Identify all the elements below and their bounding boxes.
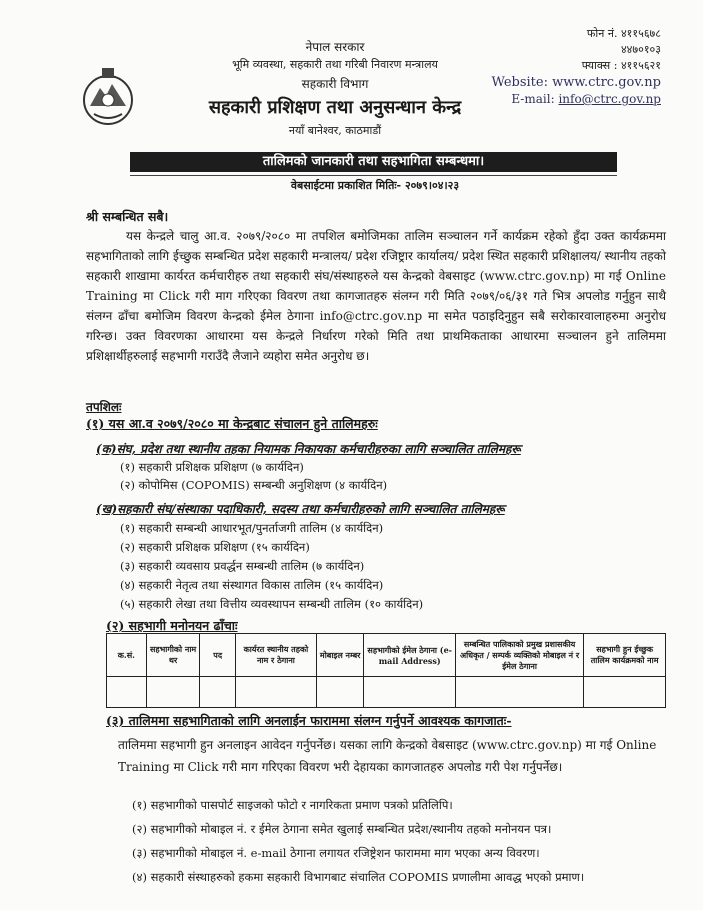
table-cell xyxy=(584,677,666,708)
table-cell xyxy=(200,677,235,708)
banner-divider xyxy=(130,175,617,176)
column-header: कार्यरत स्थानीय तहको नाम र ठेगाना xyxy=(235,634,316,677)
phone-number-1: ४११५६७८ xyxy=(620,27,661,40)
schedule-heading: (१) यस आ.व २०७९/२०८० मा केन्द्रबाट संचालन हुने तालिमहरुः xyxy=(86,416,378,431)
government-emblem-icon xyxy=(80,66,136,128)
documents-intro: तालिममा सहभागी हुन अनलाइन आवेदन गर्नुपर्नेछ। यसका लागि केन्द्रको वेबसाइट (www.ctrc.gov.np) मा गई Online Training मा Click गरी माग गरिएका विवरण भरी देहायका कागजातहरु अपलोड गरी पेश गर्नुपर्नेछ। xyxy=(118,738,657,774)
column-header: सहभागी हुन ईच्छुक तालिम कार्यक्रमको नाम xyxy=(584,634,666,677)
table-cell xyxy=(316,677,364,708)
website-line: Website: www.ctrc.gov.np xyxy=(491,75,661,90)
fax-line: फ्याक्स : ४११५६२१ xyxy=(581,59,661,72)
schedule-label: तपशिलः xyxy=(86,400,122,414)
document-item: (२) सहभागीको मोबाइल नं. र ईमेल ठेगाना समेत खुलाई सम्बन्धित प्रदेश/स्थानीय तहको मनोनयन पत्र। xyxy=(132,822,552,836)
email-link[interactable]: info@ctrc.gov.np xyxy=(558,92,661,106)
group-b-item: (२) सहकारी प्रशिक्षक प्रशिक्षण (१५ कार्यदिन) xyxy=(120,540,310,554)
email-line: E-mail: info@ctrc.gov.np xyxy=(511,92,661,106)
nomination-form-table xyxy=(106,633,666,708)
column-header: मोबाइल नम्बर xyxy=(316,634,364,677)
column-header: क.सं. xyxy=(107,634,147,677)
group-a-title: (क)संघ, प्रदेश तथा स्थानीय तहका नियामक निकायका कर्मचारीहरुका लागि सञ्चालित तालिमहरू xyxy=(96,442,521,456)
table-cell xyxy=(455,677,583,708)
document-item: (१) सहभागीको पासपोर्ट साइजको फोटो र नागरिकता प्रमाण पत्रको प्रतिलिपि। xyxy=(132,798,453,812)
department-name: सहकारी विभाग xyxy=(301,77,369,91)
column-header: सम्बन्धित पालिकाको प्रमुख प्रशासकीय अधिकृत / सम्पर्क व्यक्तिको मोबाइल नं र ईमेल ठेगाना xyxy=(455,634,583,677)
table-cell xyxy=(235,677,316,708)
column-header: पद xyxy=(200,634,235,677)
table-cell xyxy=(146,677,200,708)
document-item: (४) सहकारी संस्थाहरुको हकमा सहकारी विभागबाट संचालित COPOMIS प्रणालीमा आवद्ध भएको प्रमाण। xyxy=(132,870,585,884)
column-header: सहभागीको ईमेल ठेगाना (e-mail Address) xyxy=(364,634,456,677)
published-date: वेबसाईटमा प्रकाशित मितिः- २०७९।०४।२३ xyxy=(290,179,460,192)
group-b-item: (३) सहकारी व्यवसाय प्रवर्द्धन सम्बन्धी तालिम (७ कार्यदिन) xyxy=(120,559,365,573)
group-b-item: (१) सहकारी सम्बन्धी आधारभूत/पुनर्ताजगी तालिम (४ कार्यदिन) xyxy=(120,521,384,535)
group-b-title: (ख)सहकारी संघ/संस्थाका पदाधिकारी, सदस्य तथा कर्मचारीहरुको लागि सञ्चालित तालिमहरू xyxy=(96,502,505,516)
office-address: नयाँ बानेश्वर, काठमाडौं xyxy=(288,124,382,137)
table-header-row xyxy=(107,634,666,677)
website-link[interactable]: www.ctrc.gov.np xyxy=(552,75,661,90)
group-b-item: (५) सहकारी लेखा तथा वित्तीय व्यवस्थापन सम्बन्धी तालिम (१० कार्यदिन) xyxy=(120,597,424,611)
document-item: (३) सहभागीको मोबाइल नं. e-mail ठेगाना लगायत रजिष्ट्रेशन फाराममा माग भएका अन्य विवरण। xyxy=(132,846,540,860)
phone-number-2: ४४७०१०३ xyxy=(620,43,661,56)
column-header: सहभागीको नाम थर xyxy=(146,634,200,677)
office-title: सहकारी प्रशिक्षण तथा अनुसन्धान केन्द्र xyxy=(208,97,462,118)
documents-heading: (३) तालिममा सहभागिताको लागि अनलाईन फाराममा संलग्न गर्नुपर्ने आवश्यक कागजातः- xyxy=(106,713,512,728)
group-a-item: (१) सहकारी प्रशिक्षक प्रशिक्षण (७ कार्यदिन) xyxy=(120,460,304,474)
table-cell xyxy=(364,677,456,708)
fax-number: ४११५६२१ xyxy=(620,59,661,72)
government-name: नेपाल सरकार xyxy=(305,40,365,54)
table-cell xyxy=(107,677,147,708)
group-a-item: (२) कोपोमिस (COPOMIS) सम्बन्धी अनुशिक्षण (४ कार्यदिन) xyxy=(120,478,388,492)
form-heading: (२) सहभागी मनोनयन ढाँचाः xyxy=(106,618,238,633)
phone-line: फोन नं. ४११५६७८ xyxy=(586,27,661,40)
subject-banner: तालिमको जानकारी तथा सहभागिता सम्बन्धमा। xyxy=(130,152,617,172)
notice-paragraph: यस केन्द्रले चालु आ.व. २०७९/२०८० मा तपशिल बमोजिमका तालिम सञ्चालन गर्ने कार्यक्रम रहेको हुँदा उक्त कार्यक्रममा सहभागिताको लागि ईच्छुक सम्बन्धित प्रदेश सहकारी मन्त्रालय/ प्रदेश रजिष्ट्रार कार्यालय/ प्रदेश स्थित सहकारी प्रशिक्षालय/ स्थानीय तहको सहकारी शाखामा कार्यरत कर्मचारीहरु तथा सहकारी संघ/संस्थाहरुले यस केन्द्रको वेबसाइट (www.ctrc.gov.np) मा गई Online Training मा Click गरी माग गरिएका विवरण तथा कागजातहरु संलग्न गरी मिति २०७९/०६/३१ गते भित्र अपलोड गर्नुहुन साथै संलग्न ढाँचा बमोजिम विवरण केन्द्रको ईमेल ठेगाना info@ctrc.gov.np मा समेत पठाइदिनुहुन सबै सरोकारवालाहरुमा अनुरोध गरिन्छ। उक्त विवरणका आधारमा यस केन्द्रले निर्धारण गरेको मिति तथा प्राथमिकताका आधारमा सञ्चालन हुने तालिममा प्रशिक्षार्थीहरुलाई सहभागी गराउँदै लैजाने व्यहोरा समेत अनुरोध छ। xyxy=(86,229,666,363)
group-b-item: (४) सहकारी नेतृत्व तथा संस्थागत विकास तालिम (१५ कार्यदिन) xyxy=(120,578,384,592)
table-row xyxy=(107,677,666,708)
salutation: श्री सम्बन्धित सबै। xyxy=(86,209,169,224)
ministry-name: भूमि व्यवस्था, सहकारी तथा गरिबी निवारण मन्त्रालय xyxy=(232,58,438,71)
